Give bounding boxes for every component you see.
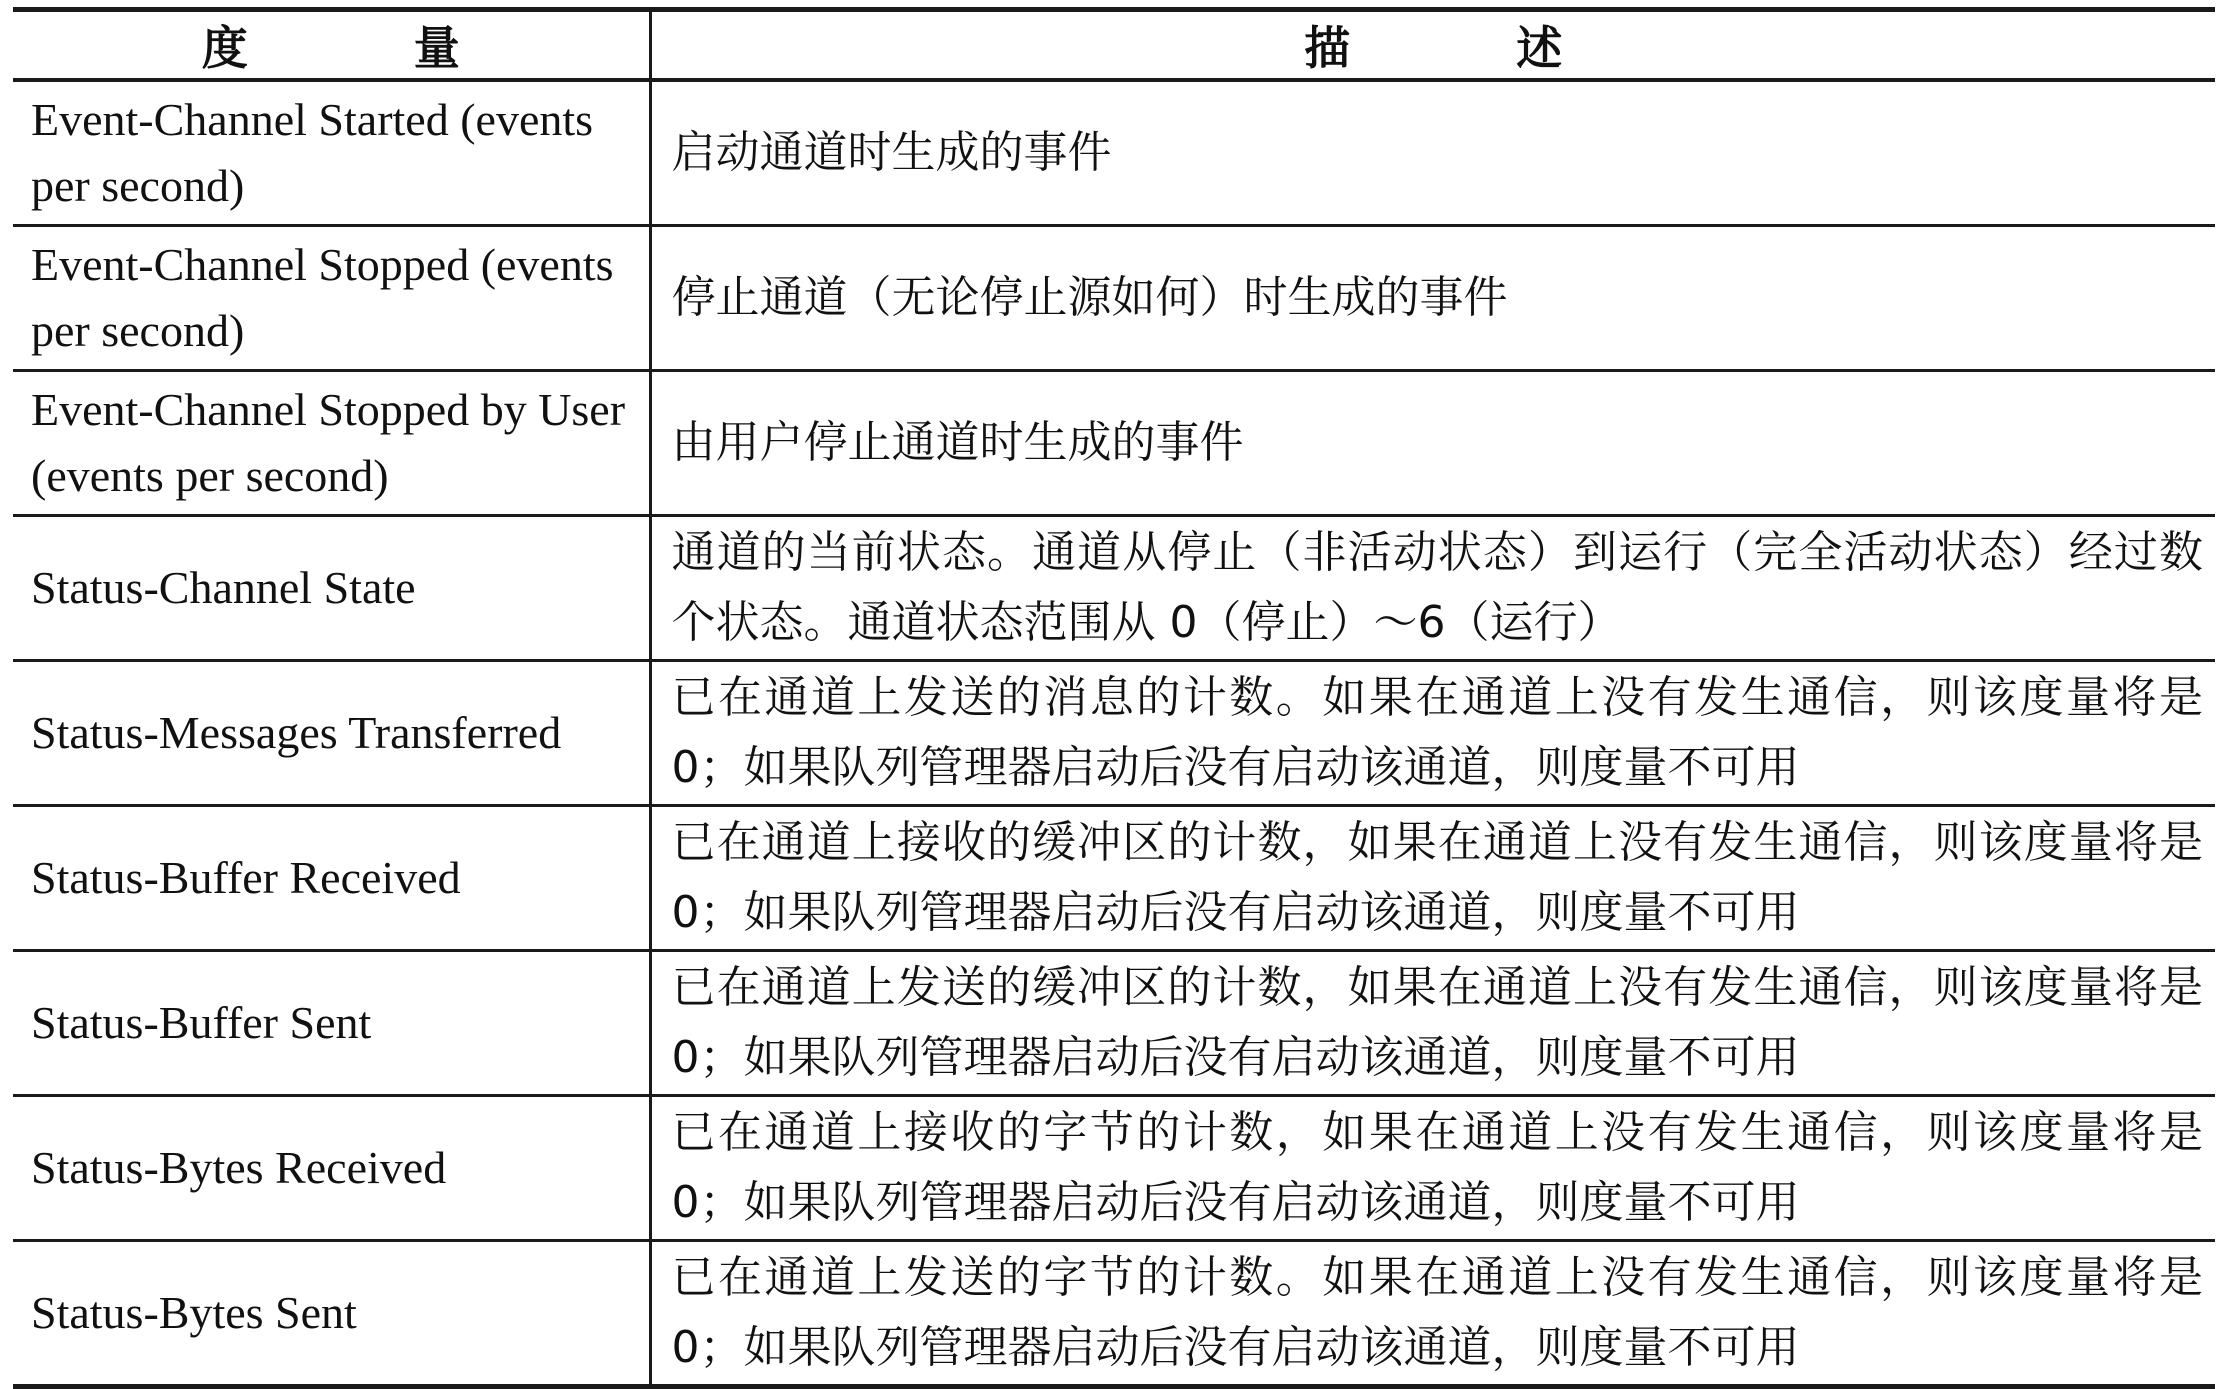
- metric-cell: Status-Bytes Received: [13, 1096, 650, 1241]
- metric-cell: Event-Channel Stopped by User (events per second): [13, 371, 650, 516]
- table-row: [13, 226, 2215, 371]
- table-row: [13, 951, 2215, 1096]
- metric-cell: Event-Channel Stopped (events per second): [13, 226, 650, 371]
- metric-cell: Event-Channel Started (events per second): [13, 80, 650, 226]
- table-row: [13, 371, 2215, 516]
- description-cell: 启动通道时生成的事件: [650, 80, 2215, 226]
- metric-column-header: 度 量: [13, 10, 650, 81]
- description-cell: 已在通道上接收的字节的计数，如果在通道上没有发生通信，则该度量将是 0；如果队列管理器启动后没有启动该通道，则度量不可用: [650, 1096, 2215, 1241]
- description-cell: 已在通道上发送的消息的计数。如果在通道上没有发生通信，则该度量将是 0；如果队列管理器启动后没有启动该通道，则度量不可用: [650, 661, 2215, 806]
- table-row: [13, 516, 2215, 661]
- metric-cell: Status-Channel State: [13, 516, 650, 661]
- table-row: [13, 80, 2215, 226]
- metric-cell: Status-Buffer Received: [13, 806, 650, 951]
- description-cell: 停止通道（无论停止源如何）时生成的事件: [650, 226, 2215, 371]
- table-row: [13, 1241, 2215, 1387]
- description-cell: 由用户停止通道时生成的事件: [650, 371, 2215, 516]
- description-cell: 已在通道上发送的缓冲区的计数，如果在通道上没有发生通信，则该度量将是 0；如果队列管理器启动后没有启动该通道，则度量不可用: [650, 951, 2215, 1096]
- metric-cell: Status-Buffer Sent: [13, 951, 650, 1096]
- header-row: [13, 10, 2215, 81]
- metrics-table: [13, 7, 2215, 1389]
- metric-cell: Status-Messages Transferred: [13, 661, 650, 806]
- metric-cell: Status-Bytes Sent: [13, 1241, 650, 1387]
- table-row: [13, 806, 2215, 951]
- description-cell: 已在通道上发送的字节的计数。如果在通道上没有发生通信，则该度量将是 0；如果队列管理器启动后没有启动该通道，则度量不可用: [650, 1241, 2215, 1387]
- table-row: [13, 661, 2215, 806]
- description-cell: 通道的当前状态。通道从停止（非活动状态）到运行（完全活动状态）经过数个状态。通道状态范围从 0（停止）～6（运行）: [650, 516, 2215, 661]
- description-column-header: 描 述: [650, 10, 2215, 81]
- table-row: [13, 1096, 2215, 1241]
- description-cell: 已在通道上接收的缓冲区的计数，如果在通道上没有发生通信，则该度量将是 0；如果队列管理器启动后没有启动该通道，则度量不可用: [650, 806, 2215, 951]
